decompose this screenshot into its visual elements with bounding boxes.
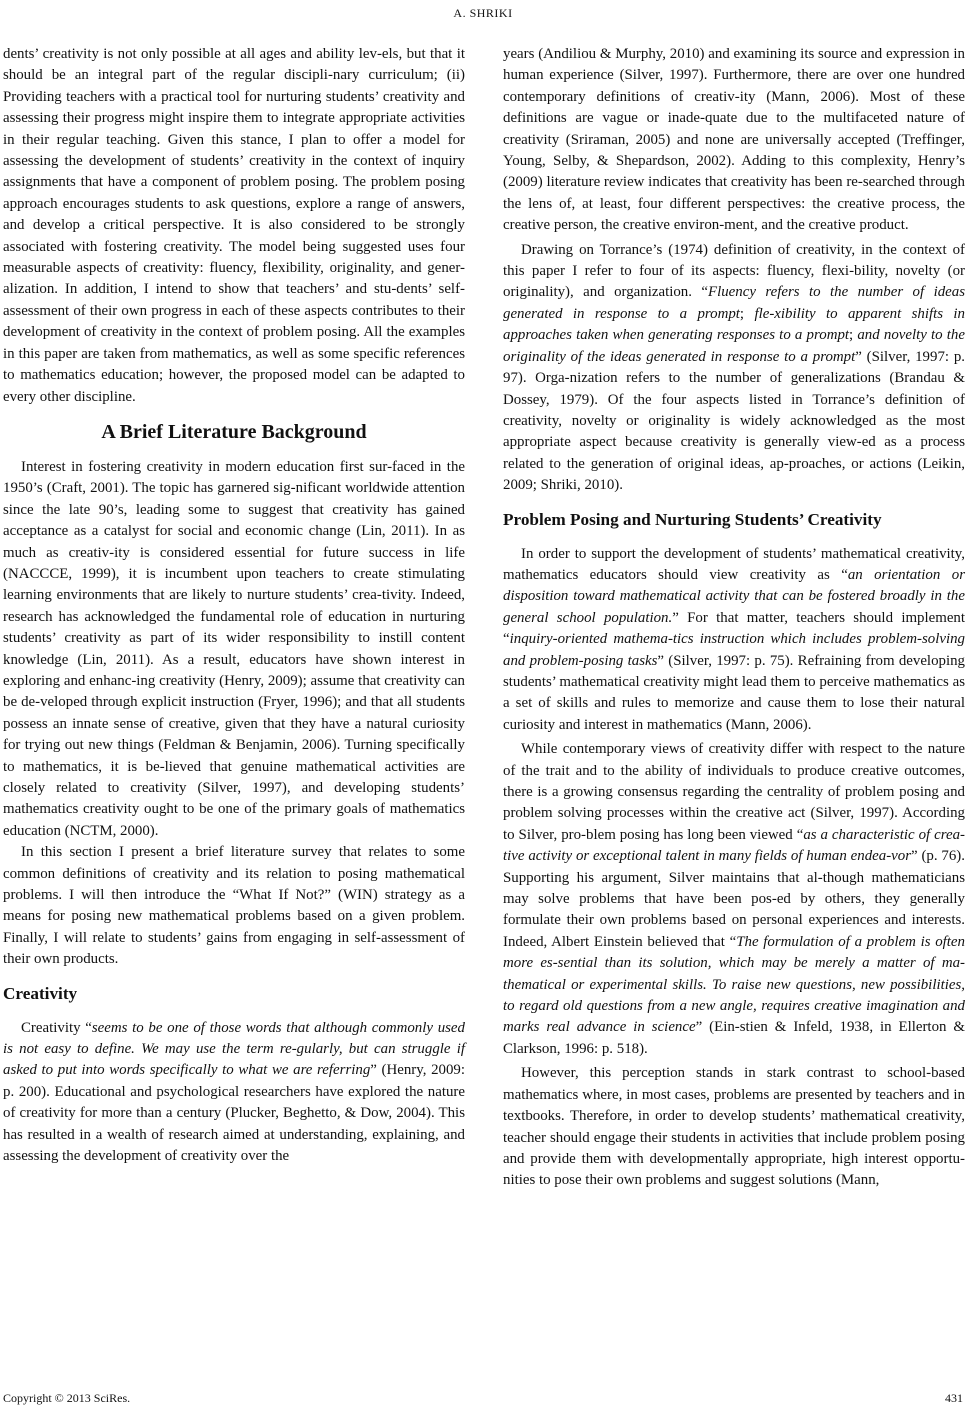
page-footer — [3, 1391, 963, 1406]
right-para-3 — [503, 544, 965, 737]
text-span: Creativity “ — [21, 1019, 92, 1036]
text-span: ; — [739, 305, 755, 322]
subheading-creativity: Creativity — [3, 983, 78, 1003]
text-span: ” (Ein-stien & Infeld, 1938, in Ellerton & Clarkson, 1996: p. 518). — [503, 1019, 965, 1057]
text-span: ” (p. 76). Supporting his argument, Silver maintains that al-though mathematicians may solve problems that have been pos-ed by others, they generally formulate their own problems based on personal experiences and interests. Indeed, Albert Einstein believed that “ — [503, 848, 965, 950]
right-column — [503, 44, 965, 1192]
left-para-2: Interest in fostering creativity in modern education first sur-faced in the 1950’s (Craft, 2001). The topic has garnered sig-nificant worldwide attention since the late 90’s, leading some to suggest that creativity has gained acceptance as a catalyst for social and economic change (Lin, 2011). In as much as creativ-ity is considered essential for future success in life (NACCCE, 1999), it is incumbent upon teachers to create stimulating learning environments that are likely to nurture students’ crea-tivity. Indeed, research has acknowledged the fundamental role of education in nurturing students’ creativity as part of its wider responsibility to instill content knowledge (Lin, 2011). As a result, educators have shown interest in exploring and enhanc-ing creativity (Henry, 2009); assume that creativity can be de-veloped through explicit instruction (Fryer, 1996); and that all students possess an innate sense of creative, given that they have a natural curiosity for trying out new things (Feldman & Benjamin, 2006). Turning specifically to mathematics, it is be-lieved that genuine mathematical activities are closely related to creativity (Silver, 1997), and developing students’ mathematics creativity ought to be one of the primary goals of mathematics education (NCTM, 2000). — [3, 458, 465, 839]
right-para-5: However, this perception stands in stark contrast to school-based mathematics where, in most cases, problems are presented by teachers and in textbooks. Therefore, in order to develop students’ mathematical creativity, teacher should engage their students in activities that include problem posing and provide them with developmentally appropriate, high interest opportu-nities to pose their own problems and suggest solutions (Mann, — [503, 1065, 965, 1189]
text-span: In order to support the development of students’ mathematical creativity, mathematics educators should view creativity as “ — [503, 545, 965, 583]
quote-span: and novelty to the originality of the ideas generated in response to a prompt — [503, 327, 965, 365]
section-heading: A Brief Literature Background — [101, 420, 367, 443]
left-para-1: dents’ creativity is not only possible at all ages and ability lev-els, but that it should be an integral part of the regular discipli-nary curriculum; (ii) Providing teachers with a practical tool for nurturing students’ creativity and assessing their progress might inspire them to integrate appropriate activities in their regular teaching. Given this stance, I plan to offer a model for assessing the development of students’ creativity in the context of inquiry assignments that have a component of problem posing. The problem posing approach encourages students to ask questions, explore a range of answers, and develop a critical perspective. It is also considered to be strongly associated with fostering creativity. The model being suggested uses four measurable aspects of creativity: fluency, flexibility, originality, and gener-alization. In addition, I intend to show that teachers’ and stu-dents’ self-assessment of their own progress in each of these aspects contributes to their development of creativity in the context of problem posing. All the examples in this paper are taken from mathematics, as well as some specific references to mathematics education; however, the proposed model can be adapted to every other discipline. — [3, 46, 465, 405]
quote-span: fle-xibility to apparent shifts in approaches taken when generating responses to a prompt — [503, 305, 965, 344]
right-para-1: years (Andiliou & Murphy, 2010) and examining its source and expression in human experience (Silver, 1997). Furthermore, there are over one hundred contemporary definitions of creativ-ity (Mann, 2006). Most of these definitions are vague or inade-quate due to the multifaceted nature of creativity (Sriraman, 2005) and none are universally accepted (Treffinger, Young, Selby, & Shepardson, 2002). Adding to this complexity, Henry’s (2009) literature review indicates that creativity has been re-searched through the lens of, at least, four different perspectives: the creative process, the creative person, the creative environ-ment, and the creative product. — [503, 46, 965, 234]
left-para-3: In this section I present a brief literature survey that relates to some common definitions of creativity and its relation to posing mathematical problems. I will then introduce the “What If Not?” (WIN) strategy as a means for posing new mathematical problems based on a given problem. Finally, I will relate to students’ gains from engaging in self-assessment of their own products. — [3, 844, 465, 968]
quote-span: seems to be one of those words that although commonly used is not easy to define. We may use the term re-gularly, but can struggle if asked to put into words specifically to what we are referring — [3, 1019, 465, 1079]
text-span: ; — [849, 327, 858, 344]
quote-span: inquiry-oriented mathema-tics instruction which includes problem-solving and problem-posing tasks — [503, 631, 965, 669]
quote-span: an orientation or disposition toward mathematical activity that can be fostered broadly in the general school population. — [503, 566, 965, 626]
text-span: Drawing on Torrance’s (1974) definition of creativity, in the context of this paper I refer to four of its aspects: fluency, flexi-bility, novelty (or originality), and organization. “ — [503, 241, 965, 301]
copyright-notice: Copyright © 2013 SciRes. — [3, 1391, 131, 1405]
quote-span: The formulation of a problem is often more es-sential than its solution, which may be merely a matter of ma-thematical or experimental skills. To raise new questions, new possibilities, to regard old questions from a new angle, requires creative imagination and marks real advance in science — [503, 933, 965, 1036]
page-number: 431 — [945, 1391, 963, 1405]
quote-span: Fluency refers to the number of ideas generated in response to a prompt — [503, 284, 965, 322]
left-para-4 — [3, 1018, 465, 1168]
text-span: ” (Silver, 1997: p. 97). Orga-nization refers to the number of generalizations (Brandau & Dossey, 1979). Of the four aspects listed in Torrance’s definition of creativity, novelty or originality is widely acknowledged as the most appropriate aspect because creativity is generally view-ed as a process related to the generation of original ideas, ap-proaches, or actions (Leikin, 2009; Shriki, 2010). — [503, 348, 965, 494]
text-span: While contemporary views of creativity differ with respect to the nature of the trait and to the ability of individuals to produce creative outcomes, there is a growing consensus regarding the centrality of problem posing and problem solving processes within the creative act (Silver, 1997). According to Silver, pro-blem posing has long been viewed “ — [503, 741, 965, 843]
text-span: ” (Henry, 2009: p. 200). Educational and psychological researchers have explored the nature of creativity for more than a century (Plucker, Beghetto, & Dow, 2004). This has resulted in a wealth of research aimed at understanding, explaining, and assessing the development of creativity over the — [3, 1062, 466, 1165]
text-span: ” For that matter, teachers should implement “ — [503, 609, 966, 648]
right-para-2 — [503, 240, 965, 497]
subheading-problem-posing: Problem Posing and Nurturing Students’ Creativity — [503, 509, 882, 529]
text-span: ” (Silver, 1997: p. 75). Refraining from developing students’ mathematical creativity might lead them to perceive mathematics as a set of skills and rules to memorize and cause them to lose their natural curiosity and interest in mathematics (Mann, 2006). — [503, 652, 965, 733]
right-para-4 — [503, 739, 965, 1060]
running-head: A. SHRIKI — [453, 6, 513, 20]
left-column — [3, 44, 465, 1168]
quote-span: as a characteristic of crea-tive activity or exceptional talent in many fields of human endea-vor — [503, 826, 965, 865]
